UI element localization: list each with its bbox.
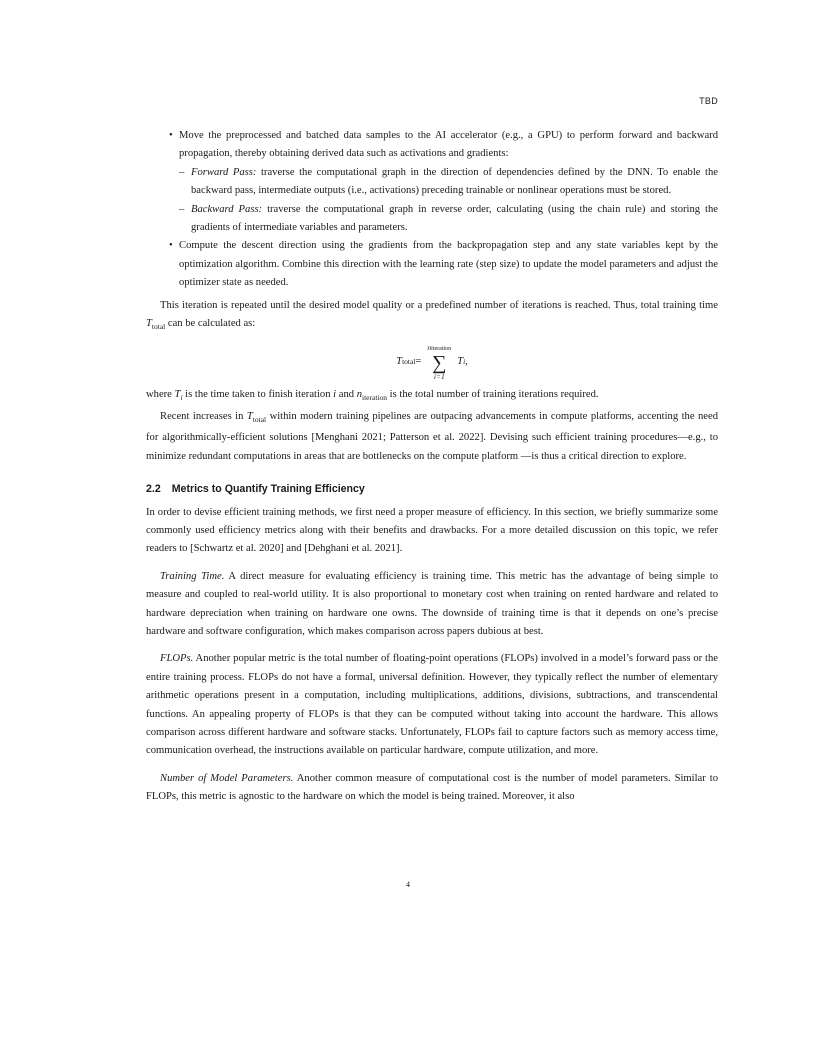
section-heading: 2.2 Metrics to Quantify Training Efficiency <box>146 483 365 496</box>
iteration-paragraph: This iteration is repeated until the desired model quality or a predefined number of iterations is reached. Thus, total training time $T_{total}$ can be calculated as: <box>146 299 718 332</box>
list-item <box>146 127 718 237</box>
training-time-paragraph: Training Time. A direct measure for evaluating efficiency is training time. This metric has the advantage of being simple to measure and coupled to real-world utility. It is also proportional to monetary cost when training on rented hardware and related to hardware depreciation when training on hardware one owns. The downside of training time is that it depends on one’s precise hardware and software configuration, which makes comparison across papers dubious at best. <box>146 570 718 637</box>
bullet-text-move-data: Move the preprocessed and batched data samples to the AI accelerator (e.g., a GPU) to perform forward and backward propagation, thereby obtaining derived data such as activations and gradients: <box>179 130 718 160</box>
model-parameters-paragraph: Number of Model Parameters. Another common measure of computational cost is the number of model parameters. Similar to FLOPs, this metric is agnostic to the hardware on which the model is being trained. Moreover, it also <box>146 772 718 803</box>
list-item <box>146 237 718 292</box>
running-head: TBD <box>699 96 718 106</box>
dash-icon: – <box>179 203 185 215</box>
equation-lhs: T <box>396 356 403 368</box>
forward-pass-text: traverse the computational graph in the direction of dependencies defined by the DNN. To enable the backward pass, intermediate outputs (i.e., activations) preceding trainable or nonlinear operations must be stored. <box>191 166 718 197</box>
bullet-icon: • <box>169 130 173 141</box>
where-paragraph: where $T_i$ is the time taken to finish iteration i and $n_{iteration}$ is the total number of training iterations required. <box>146 389 599 403</box>
total-time-equation: T total = niteration ∑ i=1 T i , <box>396 343 468 382</box>
list-item <box>179 201 718 238</box>
backward-pass-label: Backward Pass: <box>191 203 263 215</box>
page-number: 4 <box>406 880 410 889</box>
sub-list <box>179 164 718 238</box>
summation: niteration ∑ i=1 <box>427 343 452 382</box>
bullet-icon: • <box>169 240 173 252</box>
flops-paragraph: FLOPs. Another popular metric is the total number of floating-point operations (FLOPs) involved in a model’s forward pass or the entire training process. FLOPs do not have a formal, universal definition. However, they typically reflect the number of elementary arithmetic operations present in a computation, including multiplications, additions, divisions, subtractions, and transcendental functions. An appealing property of FLOPs is that they can be computed without taking into account the hardware. This allows comparison across different hardware and software stacks. Unfortunately, FLOPs fail to capture factors such as memory access time, communication overhead, the instructions available on particular hardware, compute utilization, and more. <box>146 653 718 757</box>
backward-pass-text: traverse the computational graph in reverse order, calculating (using the chain rule) and storing the gradients of intermediate variables and parameters. <box>191 203 718 234</box>
recent-increases-paragraph: Recent increases in $T_{total}$ within modern training pipelines are outpacing advancements in compute platforms, accenting the need for algorithmically-efficient solutions [Menghani 2021; Patterson et al. 2022]. Devising such efficient training procedures—e.g., to minimize redundant computations in areas that are bottlenecks on the compute platform —is thus a critical direction to explore. <box>146 410 719 462</box>
section-intro-paragraph: In order to devise efficient training methods, we first need a proper measure of efficiency. In this section, we briefly summarize some commonly used efficiency metrics along with their benefits and drawbacks. For a more detailed discussion on this topic, we refer readers to [Schwartz et al. 2020] and [Dehghani et al. 2021]. <box>146 506 718 555</box>
bullet-text-descent: Compute the descent direction using the gradients from the backpropagation step and any state variables kept by the optimization algorithm. Combine this direction with the learning rate (step size) to update the model parameters and adjust the optimizer state as needed. <box>179 240 718 289</box>
page-body <box>146 127 718 807</box>
step-list <box>146 127 718 293</box>
list-item <box>179 164 718 201</box>
dash-icon: – <box>179 166 185 178</box>
training-time-label: Training Time. <box>160 570 225 582</box>
equation-term: T <box>457 356 464 368</box>
forward-pass-label: Forward Pass: <box>191 166 257 178</box>
model-parameters-label: Number of Model Parameters. <box>160 772 294 784</box>
sigma-symbol: ∑ <box>432 352 447 375</box>
flops-label: FLOPs. <box>160 653 194 665</box>
